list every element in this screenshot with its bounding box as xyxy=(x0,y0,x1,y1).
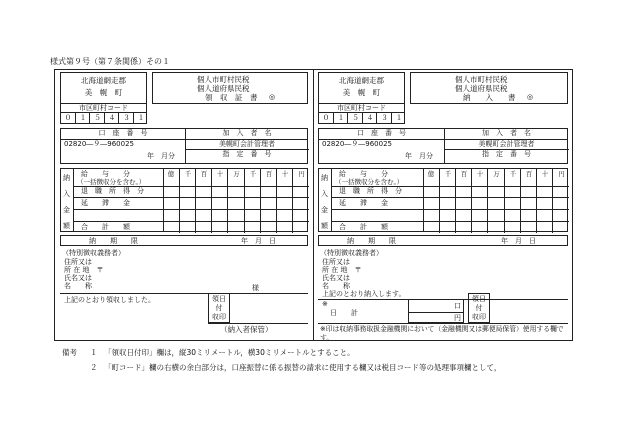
tax-line-2: 個人道府県民税 xyxy=(197,84,250,93)
unit-label: 円 xyxy=(552,169,570,179)
unit-label: 千 xyxy=(179,169,196,179)
doc-mark: ◎ xyxy=(527,93,534,101)
amount-grid xyxy=(423,179,569,233)
title-box xyxy=(410,72,568,104)
note-number: ２ xyxy=(90,363,98,372)
account-table xyxy=(318,128,568,164)
designated-number-label: 指 定 番 号 xyxy=(482,150,531,158)
note-text: 「町コード」欄の右横の余白部分は，口座振替に係る振替の請求に使用する欄又は税目コード等の処理事項欄として， xyxy=(104,363,502,372)
subscriber-name: 美幌町会計管理者 xyxy=(478,140,535,148)
municipality-box xyxy=(318,72,405,104)
designated-number-label: 指 定 番 号 xyxy=(222,150,272,158)
unit-label: 億 xyxy=(427,169,435,178)
city-code-label: 市区町村コード xyxy=(79,104,128,112)
deadline-label: 納 期 限 xyxy=(89,237,138,245)
city-code-digit: ４ xyxy=(362,113,377,123)
account-table xyxy=(60,128,308,164)
yen-unit: 円 xyxy=(454,314,461,322)
address-label-2: 所 在 地 〒 xyxy=(322,266,362,274)
address-label-1: 住所又は xyxy=(64,258,92,266)
deadline-ymd: 年 月 日 xyxy=(241,237,276,245)
deadline-row xyxy=(318,235,568,246)
tax-line-2: 個人道府県民税 xyxy=(455,84,508,93)
name-label-1: 氏名又は xyxy=(64,274,92,282)
name-label-1: 氏名又は xyxy=(322,274,350,282)
obligor-label: （特別徴収義務者） xyxy=(320,249,383,257)
unit-label: 千 xyxy=(439,169,456,179)
city-code-digit: ３ xyxy=(118,113,134,123)
year-month-label: 年 月分 xyxy=(147,152,175,160)
city-code-digit: １ xyxy=(333,113,348,123)
subscriber-name: 美幌町会計管理者 xyxy=(219,140,275,148)
row-salary-note: （一括徴収分を含む。） xyxy=(335,178,404,186)
unit-label: 百 xyxy=(260,169,277,179)
subscriber-label: 加 入 者 名 xyxy=(222,129,272,137)
row-salary: 給 与 分 xyxy=(339,170,388,178)
row-total: 合 計 額 xyxy=(339,223,388,231)
address-label-2: 所 在 地 〒 xyxy=(64,266,104,274)
note-number: １ xyxy=(90,348,98,357)
doc-mark: ◎ xyxy=(269,93,276,101)
city-code-digits xyxy=(60,112,147,124)
paid-text: 上記のとおり納入します。 xyxy=(322,290,406,298)
unit-label: 十 xyxy=(471,169,488,179)
unit-header xyxy=(423,169,569,179)
unit-label: 百 xyxy=(195,169,212,179)
title-box xyxy=(152,72,308,104)
town-name: 美 幌 町 xyxy=(342,88,381,97)
obligor-label: （特別徴収義務者） xyxy=(62,249,125,257)
side-label: 納 xyxy=(63,174,70,182)
count-unit: 口 xyxy=(454,302,461,310)
side-label: 入 xyxy=(63,190,70,198)
town-name: 美 幌 町 xyxy=(84,88,123,97)
unit-label: 万 xyxy=(487,169,505,179)
daily-total-box xyxy=(408,299,464,323)
side-label: 入 xyxy=(321,190,328,198)
side-label: 額 xyxy=(63,222,70,230)
form-number: 様式第９号（第７条関係）その１ xyxy=(50,57,170,66)
city-code-digit: ０ xyxy=(64,113,72,122)
note-text: 「領収日付印」欄は，縦30ミリメートル，横30ミリメートルとすること。 xyxy=(104,348,355,357)
unit-label: 億 xyxy=(167,169,175,178)
unit-header xyxy=(163,169,309,179)
account-label: 口 座 番 号 xyxy=(357,129,406,137)
honorific: 様 xyxy=(252,284,259,292)
footer: ※印は収納事務取扱金融機関において（金融機関又は郵便局保管）使用する欄です。 xyxy=(320,325,564,342)
account-number: 02820―９―960025 xyxy=(64,140,134,148)
city-code-digit: １ xyxy=(133,113,148,123)
row-salary-note: （一括徴収分を含む。） xyxy=(77,178,146,186)
daily-total-label: 日 計 xyxy=(330,309,358,317)
city-code-digit: ５ xyxy=(347,113,363,123)
side-label: 金 xyxy=(321,206,328,214)
amount-table xyxy=(60,168,308,232)
city-code-label: 市区町村コード xyxy=(337,104,386,112)
name-label-2: 名 称 xyxy=(322,282,350,290)
unit-label: 千 xyxy=(504,169,521,179)
deadline-row xyxy=(60,235,308,246)
row-delay: 延 滞 金 xyxy=(81,199,130,207)
year-month-label: 年 月分 xyxy=(405,152,433,160)
stamp-label-box: 領日 付 収印 xyxy=(468,293,490,323)
city-code-digits xyxy=(318,112,405,124)
star-mark: ※ xyxy=(322,300,328,308)
stamp-label-box: 領日 付 収印 xyxy=(208,293,230,323)
city-code-digit: １ xyxy=(75,113,90,123)
row-total: 合 計 額 xyxy=(81,223,130,231)
side-label: 納 xyxy=(321,174,328,182)
account-number: 02820―９―960025 xyxy=(322,140,392,148)
center-divider xyxy=(313,69,314,341)
unit-label: 円 xyxy=(292,169,310,179)
receipt-section xyxy=(60,72,308,336)
row-retirement: 退 職 所 得 分 xyxy=(81,187,144,195)
notes-label: 備考 xyxy=(62,348,77,357)
address-label-1: 住所又は xyxy=(322,258,350,266)
tax-line-1: 個人市町村民税 xyxy=(197,75,250,84)
unit-label: 十 xyxy=(536,169,553,179)
row-salary: 給 与 分 xyxy=(81,170,130,178)
side-label: 金 xyxy=(63,206,70,214)
city-code-digit: ５ xyxy=(89,113,105,123)
city-code-digit: ３ xyxy=(376,113,392,123)
unit-label: 千 xyxy=(244,169,261,179)
amount-table xyxy=(318,168,568,232)
unit-label: 十 xyxy=(276,169,293,179)
municipality-box xyxy=(60,72,147,104)
deadline-ymd: 年 月 日 xyxy=(501,237,536,245)
row-retirement: 退 職 所 得 分 xyxy=(339,187,402,195)
deadline-label: 納 期 限 xyxy=(347,237,396,245)
city-code-digit: ０ xyxy=(322,113,330,122)
received-text: 上記のとおり領収しました。 xyxy=(64,296,155,304)
municipality: 北海道網走郡 xyxy=(81,76,126,85)
unit-label: 百 xyxy=(520,169,537,179)
name-label-2: 名 称 xyxy=(64,282,92,290)
municipality: 北海道網走郡 xyxy=(339,76,384,85)
account-label: 口 座 番 号 xyxy=(98,129,148,137)
city-code-digit: １ xyxy=(391,113,406,123)
side-label: 額 xyxy=(321,222,328,230)
doc-title: 領 収 証 書 xyxy=(205,93,258,102)
payment-section xyxy=(318,72,568,342)
unit-label: 百 xyxy=(455,169,472,179)
subscriber-label: 加 入 者 名 xyxy=(482,129,531,137)
unit-label: 万 xyxy=(227,169,245,179)
doc-title: 納 入 書 xyxy=(463,93,516,102)
city-code-digit: ４ xyxy=(104,113,119,123)
footer: （納入者保管） xyxy=(220,325,273,334)
unit-label: 十 xyxy=(211,169,228,179)
tax-line-1: 個人市町村民税 xyxy=(455,75,508,84)
amount-grid xyxy=(163,179,309,233)
row-delay: 延 滞 金 xyxy=(339,199,388,207)
